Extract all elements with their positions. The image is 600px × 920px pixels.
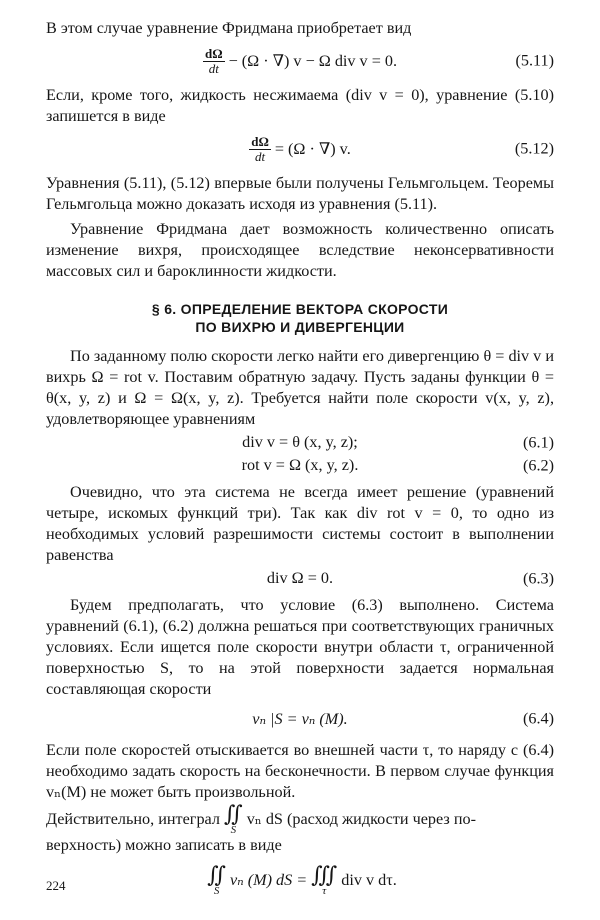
equation-number: (6.4) (522, 709, 554, 728)
equation-6-3 (46, 568, 554, 589)
paragraph-6: Очевидно, что эта система не всегда имеет решение (уравнений четыре, искомых функций три). Так как div rot v = 0, то одно из необходимых условий разрешимости системы состоит в выполнении равенства (46, 483, 554, 564)
equation-body: div Ω = 0. (266, 569, 334, 587)
equation-body: vₙ |S = vₙ (M). (252, 709, 348, 728)
equation-number: (6.3) (522, 569, 554, 587)
equation-number: (6.1) (522, 433, 554, 451)
section-heading (46, 300, 554, 336)
integral-line-text-2: vₙ dS (расход жидкости через по- (246, 809, 476, 828)
equation-right-body: div v dτ. (341, 870, 397, 889)
paragraph-3: Уравнения (5.11), (5.12) впервые были получены Гельмгольцем. Теоремы Гельмгольца можно доказать исходя из уравнения (5.11). (46, 174, 554, 213)
integral-line (46, 803, 554, 835)
paragraph-5: По заданному полю скорости легко найти его дивергенцию θ = div v и вихрь Ω = rot v. Поставим обратную задачу. Пусть заданы функции θ = θ(x, y, z) и Ω = Ω(x, y, z). Требуется найти поле скорости v(x, y, z), удовлетворяющее уравнениям (46, 347, 554, 428)
fraction-dOmega-dt: $\frac{d\Omega}{dt}$ (251, 133, 269, 164)
fraction-dOmega-dt: $\frac{d\Omega}{dt}$ (204, 45, 223, 76)
equation-number: (5.12) (514, 139, 554, 158)
section-heading-line-2: ПО ВИХРЮ И ДИВЕРГЕНЦИИ (195, 319, 405, 335)
equation-body: div v = θ (x, y, z); (242, 433, 358, 451)
section-heading-line-1: § 6. ОПРЕДЕЛЕНИЕ ВЕКТОРА СКОРОСТИ (151, 301, 449, 317)
equation-5-11 (46, 45, 554, 77)
paragraph-1: В этом случае уравнение Фридмана приобретает вид (46, 19, 412, 37)
page-number: 224 (46, 878, 66, 893)
paragraph-4: Уравнение Фридмана дает возможность количественно описать изменение вихря, происходящее вследствие неконсервативности массовых сил и бароклинности жидкости. (46, 220, 554, 280)
integral-line-text-1: Действительно, интеграл (46, 809, 220, 828)
equation-number: (5.11) (515, 51, 554, 70)
equation-number: (6.2) (522, 456, 554, 474)
paragraph-7: Будем предполагать, что условие (6.3) выполнено. Система уравнений (6.1), (6.2) должна решаться при соответствующих граничных условиях. Если ищется поле скорости внутри области τ, ограниченной поверхностью S, то на этой поверхности задается нормальная составляющая скорости (46, 596, 554, 698)
equation-6-1 (46, 432, 554, 453)
equation-body: − (Ω · ∇) v − Ω div v = 0. (228, 51, 398, 70)
equation-body: rot v = Ω (x, y, z). (241, 456, 359, 474)
double-integral-symbol: ∬ S (223, 801, 243, 836)
triple-integral-symbol: ∭ τ (311, 862, 338, 897)
paragraph-10: верхность) можно записать в виде (46, 836, 282, 854)
equation-5-12 (46, 133, 554, 165)
paragraph-8: Если поле скоростей отыскивается во внешней части τ, то наряду с (6.4) необходимо задать скорость на бесконечности. В первом случае функция vₙ(M) не может быть произвольной. (46, 741, 554, 801)
equation-flux-integral (46, 860, 554, 900)
equation-body: = (Ω · ∇) v. (274, 139, 351, 158)
equation-left-body: vₙ (M) dS = (229, 870, 308, 889)
double-integral-symbol: ∬ S (207, 862, 226, 897)
equation-6-4 (46, 706, 554, 732)
paragraph-2: Если, кроме того, жидкость несжимаема (div v = 0), уравнение (5.10) запишется в виде (46, 86, 554, 125)
equation-6-2 (46, 455, 554, 476)
